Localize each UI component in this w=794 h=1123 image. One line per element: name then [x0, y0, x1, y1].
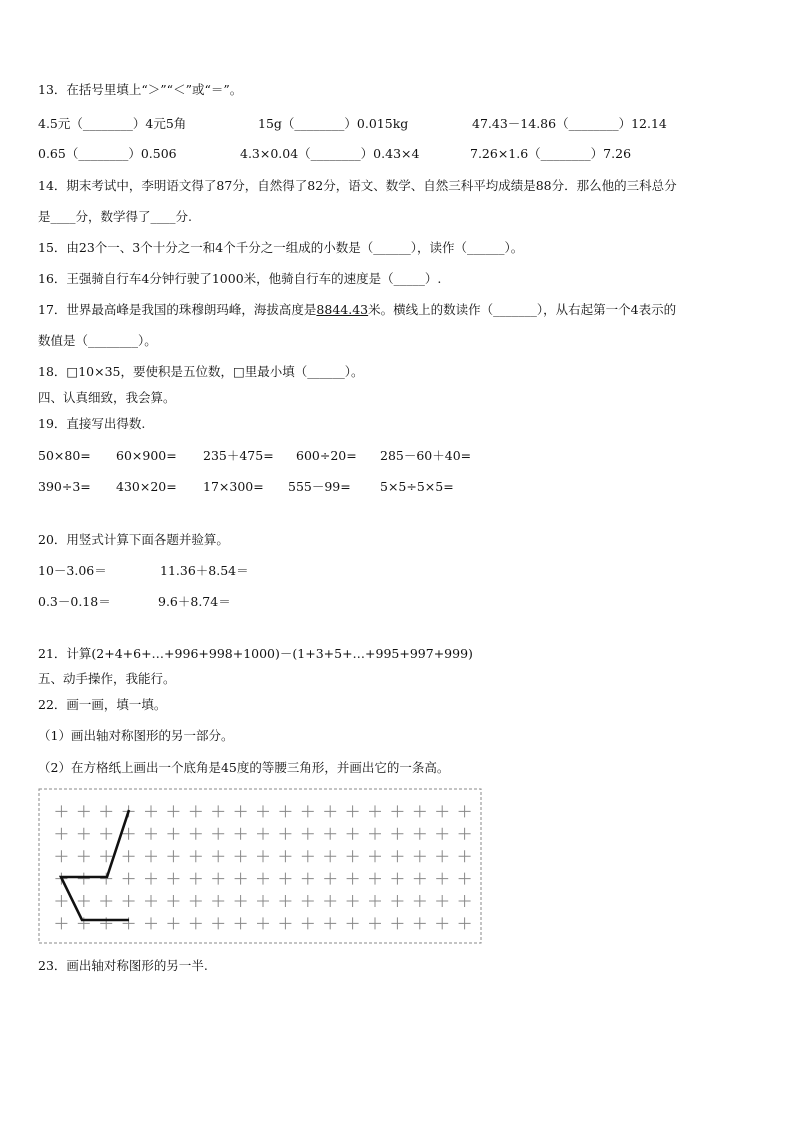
grid-cross — [145, 805, 157, 817]
q13-item: 4.5元（________）4元5角 — [38, 116, 187, 131]
grid-cross — [369, 828, 381, 840]
grid-cross — [212, 805, 224, 817]
grid-cross — [55, 828, 67, 840]
q20-expr: 10－3.06＝ — [38, 563, 107, 578]
grid-cross — [436, 805, 448, 817]
grid-cross — [235, 805, 247, 817]
grid-cross — [324, 917, 336, 929]
grid-cross — [78, 873, 90, 885]
q17-suffix: 米。横线上的数读作（_______），从右起第一个4表示的 — [368, 302, 677, 317]
q19-expr: 390÷3= — [38, 479, 91, 494]
grid-cross — [167, 895, 179, 907]
q20-expr: 11.36＋8.54＝ — [160, 563, 249, 578]
grid-cross — [190, 895, 202, 907]
q19-expr: 235＋475= — [203, 448, 274, 463]
q17-line2: 数值是（________）。 — [38, 333, 157, 348]
q20-expr: 0.3－0.18＝ — [38, 594, 111, 609]
q13-item: 0.65（________）0.506 — [38, 146, 177, 161]
grid-cross — [391, 850, 403, 862]
grid-cross — [55, 805, 67, 817]
grid-cross — [212, 828, 224, 840]
q13-item: 4.3×0.04（________）0.43×4 — [240, 146, 420, 161]
q23-text: 23．画出轴对称图形的另一半. — [38, 958, 208, 973]
grid-cross — [78, 850, 90, 862]
grid-cross — [391, 828, 403, 840]
grid-cross — [369, 873, 381, 885]
grid-cross — [414, 850, 426, 862]
grid-cross — [324, 805, 336, 817]
grid-cross — [324, 895, 336, 907]
grid-cross — [391, 917, 403, 929]
q19-expr: 5×5÷5×5= — [380, 479, 454, 494]
q18-text: 18．□10×35，要使积是五位数，□里最小填（______）。 — [38, 364, 364, 379]
grid-cross — [347, 873, 359, 885]
q20-title: 20．用竖式计算下面各题并验算。 — [38, 532, 229, 547]
grid-cross — [235, 828, 247, 840]
grid-cross — [279, 828, 291, 840]
q19-expr: 60×900= — [116, 448, 177, 463]
grid-cross — [279, 917, 291, 929]
grid-cross — [414, 895, 426, 907]
q13-title: 13．在括号里填上“＞”“＜”或“＝”。 — [38, 82, 243, 97]
grid-cross — [257, 828, 269, 840]
grid-cross — [235, 917, 247, 929]
grid-cross — [167, 850, 179, 862]
grid-cross — [257, 895, 269, 907]
grid-cross — [279, 895, 291, 907]
grid-cross — [414, 805, 426, 817]
q20-expr: 9.6＋8.74＝ — [158, 594, 231, 609]
grid-cross — [212, 850, 224, 862]
grid-cross — [414, 873, 426, 885]
grid-cross — [347, 850, 359, 862]
grid-cross — [257, 917, 269, 929]
grid-cross — [324, 850, 336, 862]
grid-cross — [235, 873, 247, 885]
grid-cross — [123, 895, 135, 907]
grid-cross — [145, 850, 157, 862]
q13-item: 7.26×1.6（________）7.26 — [470, 146, 632, 161]
grid-cross — [459, 895, 471, 907]
q22-part1: （1）画出轴对称图形的另一部分。 — [38, 728, 234, 743]
grid-cross — [391, 895, 403, 907]
grid-cross — [190, 850, 202, 862]
grid-cross — [347, 895, 359, 907]
grid-cross — [302, 828, 314, 840]
grid-cross — [302, 850, 314, 862]
grid-cross — [436, 828, 448, 840]
grid-cross — [436, 850, 448, 862]
grid-cross — [347, 917, 359, 929]
grid-cross — [436, 895, 448, 907]
grid-cross — [145, 895, 157, 907]
q19-title: 19．直接写出得数. — [38, 416, 146, 431]
grid-cross — [55, 850, 67, 862]
grid-cross — [414, 828, 426, 840]
q13-item: 47.43－14.86（________）12.14 — [472, 116, 667, 131]
grid-cross — [167, 805, 179, 817]
q19-expr: 17×300= — [203, 479, 264, 494]
grid-cross — [347, 828, 359, 840]
grid-cross — [257, 805, 269, 817]
grid-cross — [78, 895, 90, 907]
grid-cross — [391, 873, 403, 885]
grid-cross — [279, 850, 291, 862]
q19-expr: 430×20= — [116, 479, 177, 494]
q19-expr: 600÷20= — [296, 448, 357, 463]
grid-cross — [324, 828, 336, 840]
grid-cross — [369, 805, 381, 817]
q17-line1 — [38, 302, 676, 318]
grid-cross — [459, 828, 471, 840]
grid-cross — [302, 917, 314, 929]
grid-cross — [123, 850, 135, 862]
grid-cross — [212, 917, 224, 929]
grid-cross — [347, 805, 359, 817]
grid-cross — [167, 917, 179, 929]
q19-expr: 285－60＋40= — [380, 448, 472, 463]
grid-cross — [145, 873, 157, 885]
grid-cross — [302, 805, 314, 817]
q14-line1: 14．期末考试中，李明语文得了87分，自然得了82分，语文、数学、自然三科平均成绩是88分．那么他的三科总分 — [38, 178, 677, 193]
grid-cross — [100, 895, 112, 907]
q21-text: 21．计算(2+4+6+…+996+998+1000)－(1+3+5+…+995+997+999) — [38, 646, 473, 661]
grid-cross — [279, 805, 291, 817]
grid-cross — [302, 873, 314, 885]
grid-cross — [212, 895, 224, 907]
grid-marks — [55, 805, 470, 929]
q14-line2: 是____分，数学得了____分. — [38, 209, 192, 224]
q13-item: 15g（________）0.015kg — [258, 116, 409, 131]
grid-cross — [190, 917, 202, 929]
grid-cross — [369, 917, 381, 929]
grid-cross — [391, 805, 403, 817]
grid-cross — [167, 828, 179, 840]
grid-cross — [459, 850, 471, 862]
q19-expr: 555－99= — [288, 479, 351, 494]
grid-cross — [190, 805, 202, 817]
q19-expr: 50×80= — [38, 448, 91, 463]
section-5-heading: 五、动手操作，我能行。 — [38, 671, 176, 686]
q17-underlined-number: 8844.43 — [316, 302, 369, 317]
grid-cross — [302, 895, 314, 907]
grid-cross — [459, 805, 471, 817]
q16-text: 16．王强骑自行车4分钟行驶了1000米，他骑自行车的速度是（_____）. — [38, 271, 442, 286]
q17-prefix: 17．世界最高峰是我国的珠穆朗玛峰，海拔高度是 — [38, 302, 317, 317]
grid-cross — [436, 873, 448, 885]
grid-cross — [123, 828, 135, 840]
grid-cross — [459, 917, 471, 929]
grid-cross — [257, 850, 269, 862]
grid-cross — [100, 873, 112, 885]
q22-part2: （2）在方格纸上画出一个底角是45度的等腰三角形，并画出它的一条高。 — [38, 760, 450, 775]
grid-cross — [145, 917, 157, 929]
grid-cross — [100, 828, 112, 840]
grid-cross — [78, 805, 90, 817]
grid-cross — [436, 917, 448, 929]
grid-cross — [369, 895, 381, 907]
grid-cross — [100, 805, 112, 817]
dotted-grid-figure — [36, 786, 484, 946]
grid-cross — [55, 917, 67, 929]
partial-axisymmetric-figure — [61, 810, 129, 920]
grid-cross — [190, 873, 202, 885]
grid-cross — [369, 850, 381, 862]
grid-cross — [235, 895, 247, 907]
grid-cross — [414, 917, 426, 929]
grid-cross — [190, 828, 202, 840]
grid-cross — [145, 828, 157, 840]
grid-cross — [78, 828, 90, 840]
grid-cross — [324, 873, 336, 885]
section-4-heading: 四、认真细致，我会算。 — [38, 390, 176, 405]
grid-cross — [279, 873, 291, 885]
grid-cross — [167, 873, 179, 885]
grid-cross — [459, 873, 471, 885]
q15-text: 15．由23个一、3个十分之一和4个千分之一组成的小数是（______），读作（______）。 — [38, 240, 524, 255]
grid-cross — [123, 873, 135, 885]
grid-cross — [257, 873, 269, 885]
grid-cross — [100, 850, 112, 862]
q22-title: 22．画一画，填一填。 — [38, 697, 167, 712]
grid-cross — [212, 873, 224, 885]
grid-cross — [235, 850, 247, 862]
grid-cross — [55, 895, 67, 907]
